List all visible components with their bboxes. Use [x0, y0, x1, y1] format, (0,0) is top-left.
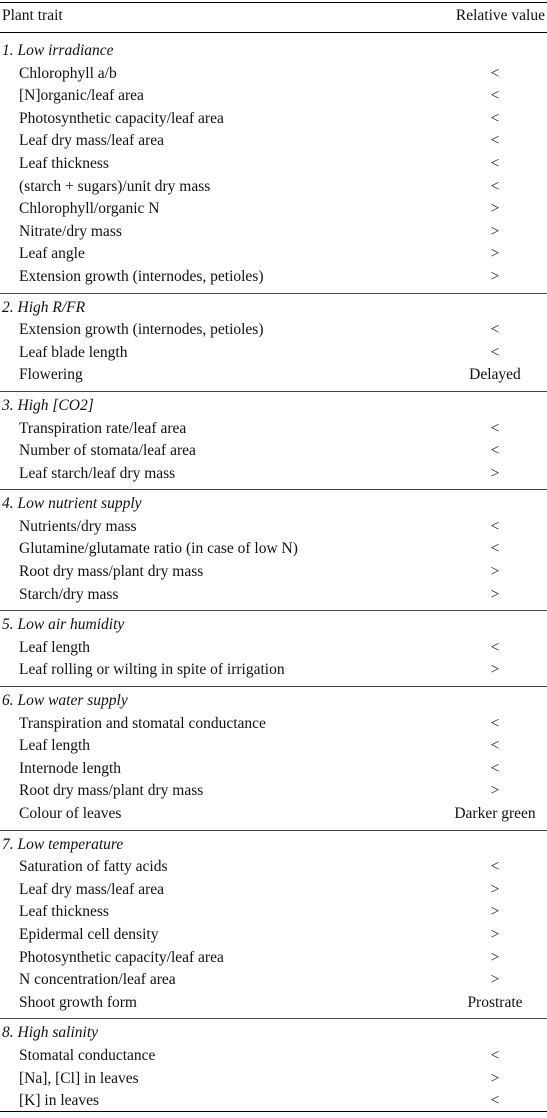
trait-relative-value: < — [490, 1092, 500, 1110]
table-row — [0, 780, 547, 803]
trait-group — [0, 610, 547, 682]
table-row — [0, 108, 547, 131]
group-title: 1. Low irradiance — [2, 42, 114, 59]
trait-name: Root dry mass/plant dry mass — [19, 563, 204, 581]
trait-name: Leaf length — [19, 638, 91, 656]
table-row — [0, 1045, 547, 1068]
trait-name: Colour of leaves — [19, 805, 122, 822]
trait-relative-value: > — [490, 1069, 500, 1087]
trait-group — [0, 40, 547, 289]
table-top-rule — [0, 2, 547, 3]
trait-relative-value: > — [490, 200, 500, 218]
trait-name: Glutamine/glutamate ratio (in case of low N) — [19, 540, 298, 558]
table-row — [0, 418, 547, 441]
trait-relative-value: < — [490, 540, 500, 558]
trait-relative-value: < — [490, 714, 500, 732]
trait-relative-value: Delayed — [469, 366, 521, 384]
trait-name: Epidermal cell density — [19, 925, 159, 943]
trait-name: [Na], [Cl] in leaves — [19, 1069, 139, 1087]
trait-relative-value: < — [490, 132, 500, 150]
trait-group — [0, 1018, 547, 1112]
trait-relative-value: < — [490, 442, 500, 460]
group-separator — [0, 610, 547, 611]
group-title: 4. Low nutrient supply — [2, 495, 142, 513]
trait-group — [0, 830, 547, 1015]
trait-name: Leaf dry mass/leaf area — [19, 132, 165, 150]
group-title: 8. High salinity — [2, 1024, 99, 1042]
trait-relative-value: < — [490, 343, 500, 361]
group-title: 3. High [CO2] — [2, 396, 94, 414]
trait-relative-value: > — [490, 971, 500, 989]
trait-name: Leaf starch/leaf dry mass — [19, 464, 176, 482]
group-separator — [0, 391, 547, 392]
group-separator — [0, 1018, 547, 1019]
table-row — [0, 969, 547, 992]
group-separator — [0, 830, 547, 831]
table-row — [0, 319, 547, 342]
trait-name: Root dry mass/plant dry mass — [19, 782, 204, 800]
table-row — [0, 561, 547, 584]
table-row — [0, 1068, 547, 1091]
trait-name: Photosynthetic capacity/leaf area — [19, 948, 224, 966]
trait-relative-value: < — [490, 419, 500, 437]
trait-name: Stomatal conductance — [19, 1046, 156, 1064]
table-row — [0, 440, 547, 463]
trait-name: Transpiration rate/leaf area — [19, 419, 187, 437]
trait-group — [0, 489, 547, 606]
table-row — [0, 713, 547, 736]
table-row — [0, 153, 547, 176]
group-title: 5. Low air humidity — [2, 616, 125, 634]
trait-relative-value: > — [490, 880, 500, 898]
table-row — [0, 879, 547, 902]
group-title: 6. Low water supply — [2, 692, 128, 710]
trait-relative-value: > — [490, 585, 500, 603]
trait-relative-value: < — [490, 517, 500, 535]
trait-name: Chlorophyll a/b — [19, 64, 117, 82]
trait-relative-value: < — [490, 638, 500, 656]
trait-name: Extension growth (internodes, petioles) — [19, 321, 264, 339]
table-row — [0, 637, 547, 660]
trait-relative-value: < — [490, 109, 500, 127]
trait-name: Shoot growth form — [19, 993, 137, 1011]
table-row — [0, 1090, 547, 1113]
trait-name: N concentration/leaf area — [19, 971, 176, 989]
trait-relative-value: < — [490, 759, 500, 777]
table-row — [0, 584, 547, 607]
trait-group — [0, 391, 547, 485]
table-row — [0, 130, 547, 153]
trait-name: Leaf length — [19, 737, 91, 755]
header-plant-trait: Plant trait — [2, 7, 63, 24]
table-row — [0, 538, 547, 561]
trait-name: Flowering — [19, 366, 83, 384]
group-separator — [0, 293, 547, 294]
trait-relative-value: < — [490, 1046, 500, 1064]
table-row — [0, 803, 547, 826]
table-row — [0, 463, 547, 486]
table-row — [0, 735, 547, 758]
trait-relative-value: > — [490, 245, 500, 263]
trait-group — [0, 293, 547, 387]
trait-relative-value: > — [490, 267, 500, 285]
group-title: 7. Low temperature — [2, 835, 124, 853]
group-separator — [0, 489, 547, 490]
trait-name: Leaf blade length — [19, 343, 128, 361]
table-row — [0, 901, 547, 924]
trait-name: Number of stomata/leaf area — [19, 442, 196, 460]
trait-name: Internode length — [19, 759, 122, 777]
trait-relative-value: Prostrate — [467, 993, 523, 1011]
table-row — [0, 176, 547, 199]
table-body — [0, 40, 547, 1113]
table-row — [0, 856, 547, 879]
trait-name: Saturation of fatty acids — [19, 858, 168, 876]
trait-name: Leaf angle — [19, 245, 85, 263]
trait-name: (starch + sugars)/unit dry mass — [19, 177, 211, 195]
trait-relative-value: < — [490, 177, 500, 195]
table-header — [0, 5, 547, 27]
trait-group — [0, 686, 547, 826]
group-title: 2. High R/FR — [2, 298, 86, 316]
trait-relative-value: > — [490, 464, 500, 482]
trait-name: Chlorophyll/organic N — [19, 200, 160, 218]
trait-relative-value: Darker green — [454, 805, 536, 822]
header-relative-value: Relative value — [455, 7, 545, 24]
trait-name: [N]organic/leaf area — [19, 87, 144, 105]
trait-relative-value: > — [490, 782, 500, 800]
trait-relative-value: < — [490, 321, 500, 339]
table-row — [0, 85, 547, 108]
table-row — [0, 198, 547, 221]
table-row — [0, 947, 547, 970]
trait-relative-value: < — [490, 154, 500, 172]
trait-name: Leaf thickness — [19, 154, 109, 172]
trait-relative-value: < — [490, 737, 500, 755]
trait-name: Nitrate/dry mass — [19, 222, 122, 240]
trait-name: Leaf dry mass/leaf area — [19, 880, 165, 898]
trait-relative-value: < — [490, 64, 500, 82]
table-bottom-rule — [0, 1111, 547, 1112]
trait-name: Leaf thickness — [19, 903, 109, 921]
trait-name: Transpiration and stomatal conductance — [19, 714, 266, 732]
trait-name: Extension growth (internodes, petioles) — [19, 267, 264, 285]
table-row — [0, 63, 547, 86]
table-row — [0, 243, 547, 266]
trait-relative-value: > — [490, 222, 500, 240]
table-row — [0, 659, 547, 682]
table-row — [0, 516, 547, 539]
table-row — [0, 342, 547, 365]
table-row — [0, 924, 547, 947]
trait-name: Leaf rolling or wilting in spite of irrigation — [19, 661, 285, 679]
table-row — [0, 221, 547, 244]
trait-relative-value: < — [490, 858, 500, 876]
table-row — [0, 992, 547, 1015]
table-row — [0, 758, 547, 781]
trait-relative-value: > — [490, 903, 500, 921]
trait-name: [K] in leaves — [19, 1092, 100, 1110]
table-row — [0, 266, 547, 289]
trait-name: Starch/dry mass — [19, 585, 119, 603]
group-separator — [0, 686, 547, 687]
trait-relative-value: > — [490, 925, 500, 943]
trait-name: Nutrients/dry mass — [19, 517, 137, 535]
trait-name: Photosynthetic capacity/leaf area — [19, 109, 224, 127]
trait-relative-value: < — [490, 87, 500, 105]
trait-relative-value: > — [490, 661, 500, 679]
trait-relative-value: > — [490, 948, 500, 966]
table-header-rule — [0, 32, 547, 33]
trait-relative-value: > — [490, 563, 500, 581]
table-row — [0, 364, 547, 387]
